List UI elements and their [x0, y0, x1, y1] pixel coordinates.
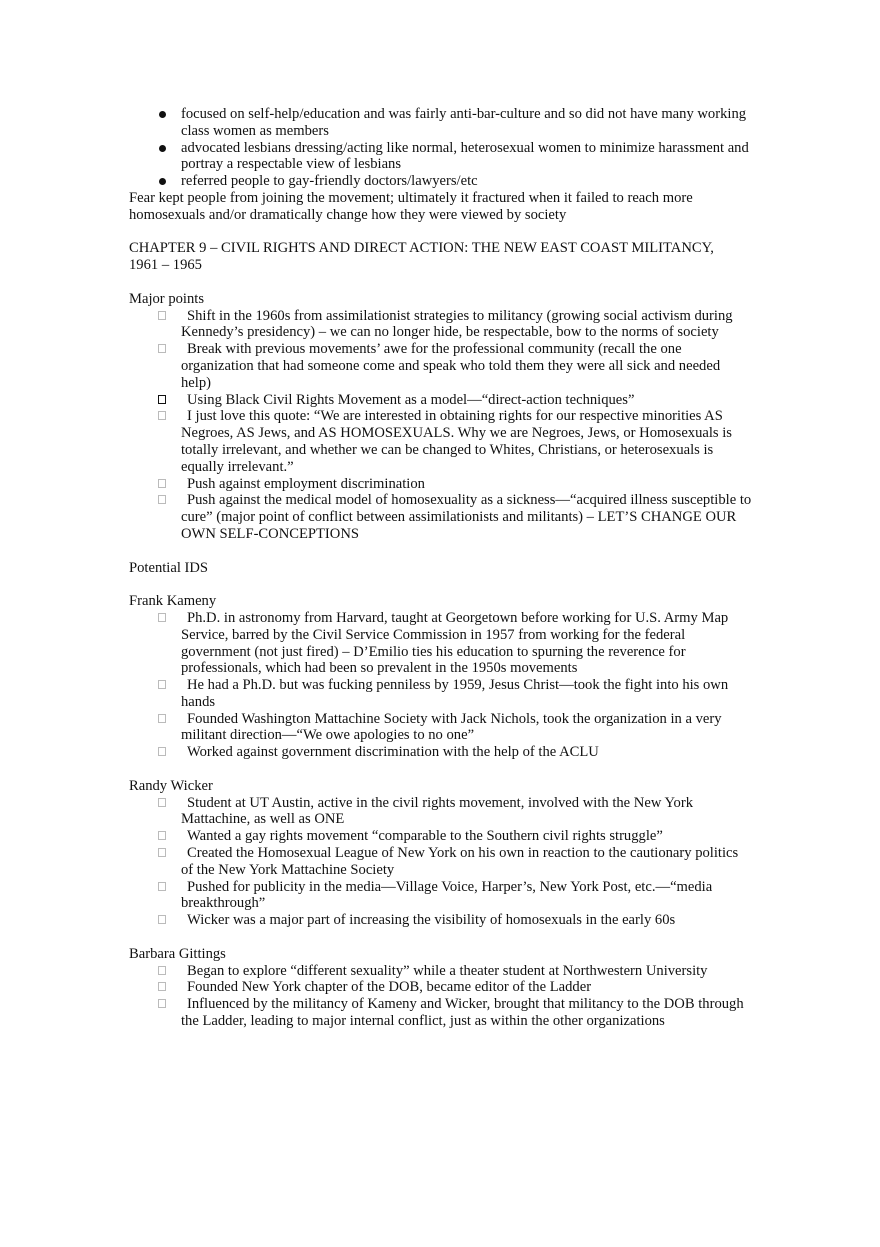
bullet-box-icon [155, 828, 169, 845]
major-points-heading: Major points [129, 290, 204, 307]
bullet-dot-icon [155, 140, 169, 157]
potential-ids-heading: Potential IDS [129, 559, 209, 576]
list-item: Worked against government discrimination with the help of the ACLU [129, 744, 753, 761]
list-item: advocated lesbians dressing/acting like normal, heterosexual women to minimize harassment and portray a respectable view of lesbians [129, 140, 753, 174]
bullet-box-icon [155, 744, 169, 761]
list-item: Break with previous movements’ awe for the professional community (recall the one organization that had someone come and speak who told them they were all sick and needed help) [129, 341, 753, 391]
intro-bullet-list [129, 106, 753, 190]
intro-paragraph: Fear kept people from joining the movement; ultimately it fractured when it failed to reach more homosexuals and/or dramatically change how they were viewed by society [129, 189, 693, 223]
list-item: focused on self-help/education and was fairly anti-bar-culture and so did not have many working class women as members [129, 106, 753, 140]
person-heading: Frank Kameny [129, 593, 217, 610]
list-item: Shift in the 1960s from assimilationist strategies to militancy (growing social activism during Kennedy’s presidency) – we can no longer hide, be respectable, bow to the norms of society [129, 308, 753, 342]
bullet-box-icon [155, 879, 169, 896]
bullet-box-icon [155, 341, 169, 358]
bullet-box-icon [155, 996, 169, 1013]
list-item: Founded New York chapter of the DOB, became editor of the Ladder [129, 979, 753, 996]
list-item: Pushed for publicity in the media—Village Voice, Harper’s, New York Post, etc.—“media breakthrough” [129, 879, 753, 913]
chapter-title: CHAPTER 9 – CIVIL RIGHTS AND DIRECT ACTION: THE NEW EAST COAST MILITANCY, 1961 – 1965 [129, 240, 714, 274]
list-item: Founded Washington Mattachine Society with Jack Nichols, took the organization in a very militant direction—“We owe apologies to no one” [129, 711, 753, 745]
document-page [129, 106, 753, 1030]
bullet-box-icon [155, 912, 169, 929]
list-item: Using Black Civil Rights Movement as a model—“direct-action techniques” [129, 392, 753, 409]
person-list [129, 610, 753, 761]
bullet-dot-icon [155, 106, 169, 123]
list-item: Influenced by the militancy of Kameny and Wicker, brought that militancy to the DOB through the Ladder, leading to major internal conflict, just as within the other organizations [129, 996, 753, 1030]
list-item: Push against employment discrimination [129, 476, 753, 493]
list-item: Began to explore “different sexuality” while a theater student at Northwestern University [129, 963, 753, 980]
list-item: I just love this quote: “We are interested in obtaining rights for our respective minorities AS Negroes, AS Jews, and AS HOMOSEXUALS. Why we are Negroes, Jews, or Homosexuals is totally irrelevant, and whether we can be changed to Whites, Christians, or heterosexuals is equally irrelevant.” [129, 408, 753, 475]
list-item: Created the Homosexual League of New York on his own in reaction to the cautionary politics of the New York Mattachine Society [129, 845, 753, 879]
bullet-box-icon [155, 795, 169, 812]
person-heading: Barbara Gittings [129, 945, 226, 962]
bullet-box-icon [155, 677, 169, 694]
person-heading: Randy Wicker [129, 777, 213, 794]
list-item: Ph.D. in astronomy from Harvard, taught at Georgetown before working for U.S. Army Map Service, barred by the Civil Service Commission in 1957 from working for the federal government (not just fired) – D’Emilio ties his education to spurning the reverence for professionals, which had been so prevalent in the 1950s movements [129, 610, 753, 677]
person-list [129, 795, 753, 929]
bullet-box-icon [155, 308, 169, 325]
bullet-box-icon [155, 963, 169, 980]
bullet-dot-icon [155, 173, 169, 190]
list-item: referred people to gay-friendly doctors/lawyers/etc [129, 173, 753, 190]
bullet-box-icon [155, 610, 169, 627]
list-item: He had a Ph.D. but was fucking penniless by 1959, Jesus Christ—took the fight into his own hands [129, 677, 753, 711]
list-item: Wicker was a major part of increasing the visibility of homosexuals in the early 60s [129, 912, 753, 929]
person-list [129, 963, 753, 1030]
bullet-box-icon [155, 979, 169, 996]
list-item: Wanted a gay rights movement “comparable to the Southern civil rights struggle” [129, 828, 753, 845]
list-item: Push against the medical model of homosexuality as a sickness—“acquired illness susceptible to cure” (major point of conflict between assimilationists and militants) – LET’S CHANGE OUR OWN SELF-CONCEPTIONS [129, 492, 753, 542]
bullet-box-icon [155, 392, 169, 409]
major-points-list [129, 308, 753, 543]
bullet-box-icon [155, 845, 169, 862]
bullet-box-icon [155, 476, 169, 493]
list-item: Student at UT Austin, active in the civil rights movement, involved with the New York Mattachine, as well as ONE [129, 795, 753, 829]
bullet-box-icon [155, 492, 169, 509]
bullet-box-icon [155, 408, 169, 425]
bullet-box-icon [155, 711, 169, 728]
